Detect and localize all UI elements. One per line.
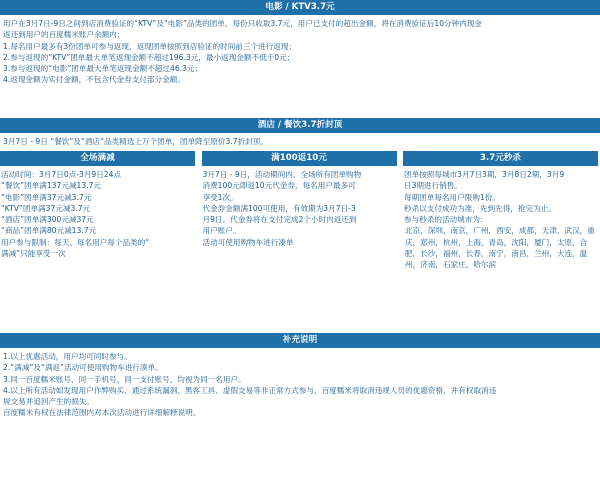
hotel-dining-section: [0, 118, 600, 151]
full-discount-column: [0, 151, 195, 333]
rule-line: 每期团单每名用户限购1份。: [404, 192, 500, 202]
rule-line: 2.“满减”及“满返”活动可使用购物车进行凑单。: [3, 363, 163, 373]
flash-sale-rules: [403, 169, 598, 271]
full-discount-rules: [0, 169, 195, 259]
rule-line: 1.每名用户最多有3份团单可参与返现，返现团单按照到店验证的时间前三个进行返现；: [3, 41, 297, 51]
city-list: 北京，深圳，南京，广州，西安，成都，天津，武汉，重庆，郑州，杭州，上海，青岛，沈阳，厦门，太原，合肥，长沙，福州，长春，南宁，南昌，兰州，大连，温州，济南，石家庄，哈尔滨: [405, 226, 595, 270]
rule-line: “餐饮”团单满137元减13.7元: [1, 181, 102, 191]
section-title-notes: 补充说明: [0, 333, 600, 348]
rule-line: 2.参与返现的“KTV”团单最大单笔返现金额不超过196.3元，最小返现金额不低于0元；: [3, 52, 295, 62]
column-title-full-100: 满100返10元: [202, 151, 397, 166]
rule-line: 3月7日 - 9日 “餐饮”及“酒店”品类精选上万个团单，团单降至原价3.7折封顶。: [3, 137, 268, 146]
full-100-column: [202, 151, 397, 333]
rule-line: 3月7日 - 9日，活动期间内，全场所有团单购物: [202, 170, 362, 179]
rule-line: “KTV”团单满37元减3.7元: [1, 203, 91, 213]
rule-line: 1.以上优惠活动，用户均可同时参与。: [3, 352, 132, 361]
rule-line: 4.返现金额为实付金额，不包含代金券支付部分金额。: [3, 75, 185, 85]
movie-ktv-section: [0, 0, 600, 118]
rule-line: 参与秒杀的活动城市为：: [404, 215, 488, 225]
promo-columns: [0, 151, 600, 333]
rule-line: “电影”团单满37元减3.7元: [1, 192, 92, 202]
rule-line: 享受1次。: [202, 192, 238, 202]
movie-ktv-rules: [0, 15, 600, 88]
rule-line: 4.以上所有活动如发现用户作弊购买、通过系统漏洞、黑客工具、虚假交易等非正常方式参与，百度糯米将取消违规人员的优惠资格，并有权取消违: [3, 385, 497, 395]
rule-line: 规交易并追回产生的损失。: [3, 397, 95, 407]
notes-section: [0, 333, 600, 421]
section-title-hotel-dining: 酒店 / 餐饮3.7折封顶: [0, 118, 600, 133]
rule-line: 日3期进行销售。: [404, 181, 462, 191]
rule-line: 活动可使用购物车进行凑单: [202, 237, 294, 247]
flash-sale-column: [403, 151, 598, 333]
rule-line: “酒店”团单满300元减37元: [1, 215, 94, 225]
rule-line: 月9日。代金券将在支付完成2个小时内返还到: [202, 215, 357, 225]
rule-line: 百度糯米有权在法律范围内对本次活动进行详细解释说明。: [3, 408, 201, 418]
rule-line: 用户在3月7日-9日之间到店消费验证的“KTV”及“电影”品类的团单，每份只收取3.7元，用户已支付的超出金额，将在消费验证后10分钟内现金: [3, 19, 482, 28]
rule-line: 消费100元即返10元代金券，每名用户最多可: [202, 181, 356, 191]
hotel-dining-rules: [0, 133, 600, 149]
rule-line: 满减”只能享受一次: [1, 249, 66, 259]
rule-line: 代金券金额满100可使用，有效期为3月7日-3: [202, 203, 356, 213]
rule-line: 用户账户。: [202, 226, 241, 236]
rule-line: 秒杀以支付成功为准，先到先得，抢完为止。: [404, 203, 556, 213]
column-title-flash-sale: 3.7元秒杀: [403, 151, 598, 166]
full-100-rules: [202, 169, 397, 248]
rule-line: 返还到用户的百度糯米账户余额内；: [3, 30, 125, 40]
rule-line: “商品”团单满80元减13.7元: [1, 226, 97, 236]
rule-line: 用户参与限制：每天、每名用户每个品类的“: [1, 237, 150, 247]
column-title-full-discount: 全场满减: [0, 151, 195, 166]
rule-line: 活动时间：3月7日0点-3月9日24点: [1, 170, 122, 179]
section-title-movie-ktv: 电影 / KTV3.7元: [0, 0, 600, 15]
rule-line: 团单按照每城市3月7日3期，3月8日2期，3月9: [404, 170, 565, 179]
rule-line: 3.同一百度糯米账号、同一手机号、同一支付账号，均视为同一名用户。: [3, 374, 246, 384]
rule-line: 3.参与返现的“电影”团单最大单笔返现金额不超过46.3元；: [3, 64, 203, 74]
notes-rules: [0, 348, 600, 421]
